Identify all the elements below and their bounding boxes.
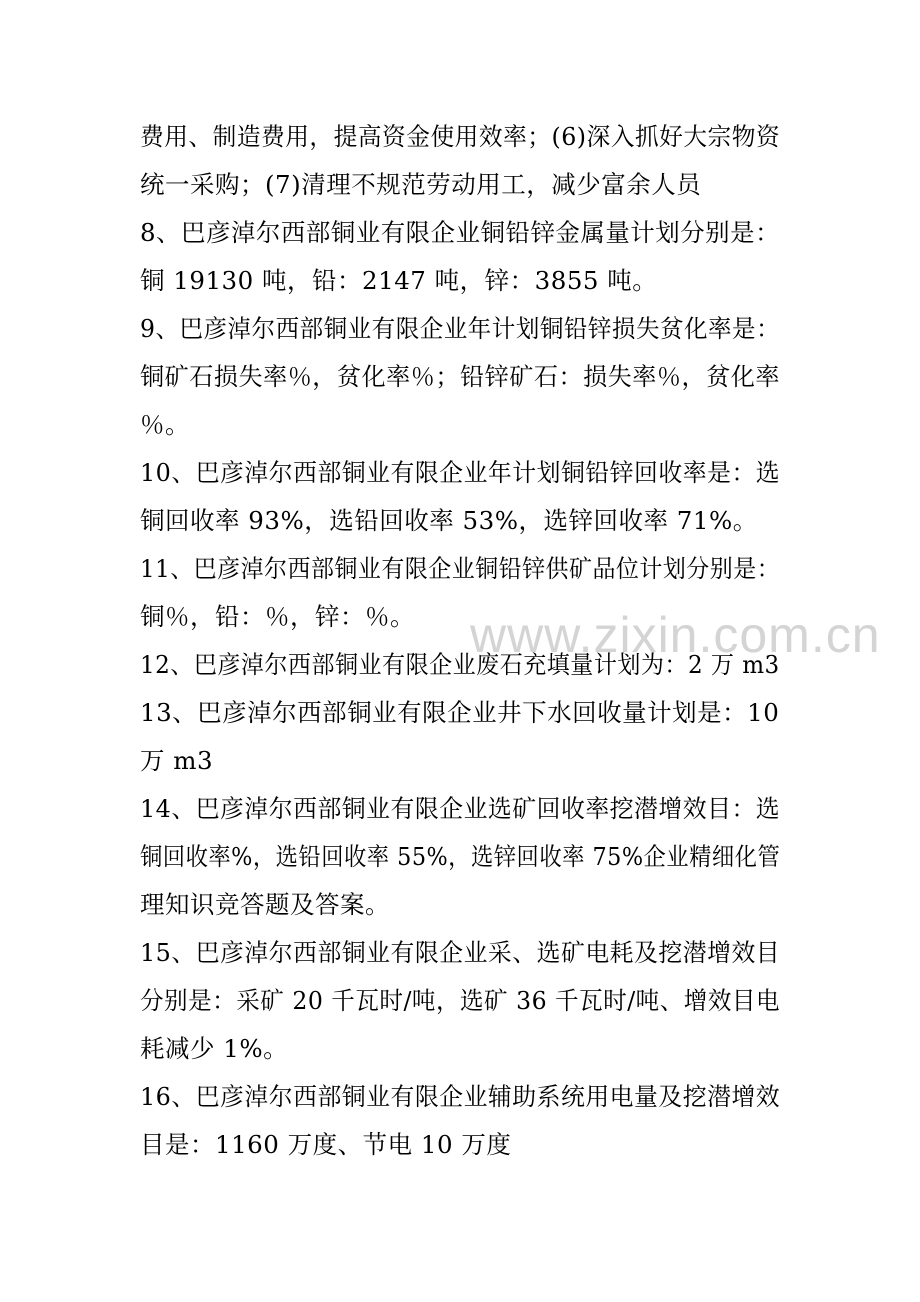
text-line: 12、巴彦淖尔西部铜业有限企业废石充填量计划为：2 万 m3	[140, 650, 780, 679]
text-line: 费用、制造费用，提高资金使用效率；(6)深入抓好大宗物资	[140, 122, 781, 151]
text-line: 万 m3	[140, 746, 214, 775]
text-line: 9、巴彦淖尔西部铜业有限企业年计划铜铅锌损失贫化率是：	[140, 314, 781, 343]
text-line: 15、巴彦淖尔西部铜业有限企业采、选矿电耗及挖潜增效目	[140, 938, 781, 967]
text-line: 铜％，铅：％，锌：％。	[140, 602, 415, 631]
watermark: www.zixin.com.cn	[470, 607, 881, 663]
text-line: 铜回收率 93%，选铅回收率 53%，选锌回收率 71%。	[140, 506, 758, 535]
text-line: 11、巴彦淖尔西部铜业有限企业铜铅锌供矿品位计划分别是：	[140, 554, 781, 583]
text-line: ％。	[140, 410, 190, 439]
text-line: 铜回收率%，选铅回收率 55%，选锌回收率 75%企业精细化管	[140, 842, 781, 871]
text-line: 分别是：采矿 20 千瓦时/吨，选矿 36 千瓦时/吨、增效目电	[140, 986, 781, 1015]
text-line: 耗减少 1%。	[140, 1034, 289, 1063]
text-line: 铜矿石损失率％，贫化率％；铅锌矿石：损失率％，贫化率	[140, 362, 780, 391]
text-line: 10、巴彦淖尔西部铜业有限企业年计划铜铅锌回收率是：选	[140, 458, 781, 487]
text-line: 14、巴彦淖尔西部铜业有限企业选矿回收率挖潜增效目：选	[140, 794, 781, 823]
text-line: 13、巴彦淖尔西部铜业有限企业井下水回收量计划是：10	[140, 698, 780, 727]
text-line: 统一采购；(7)清理不规范劳动用工，减少富余人员	[140, 170, 702, 199]
text-line: 目是：1160 万度、节电 10 万度	[140, 1130, 512, 1159]
text-line: 8、巴彦淖尔西部铜业有限企业铜铅锌金属量计划分别是：	[140, 218, 781, 247]
text-line: 铜 19130 吨，铅：2147 吨，锌：3855 吨。	[140, 266, 658, 295]
text-line: 16、巴彦淖尔西部铜业有限企业辅助系统用电量及挖潜增效	[140, 1082, 781, 1111]
text-line: 理知识竞答题及答案。	[140, 890, 390, 919]
